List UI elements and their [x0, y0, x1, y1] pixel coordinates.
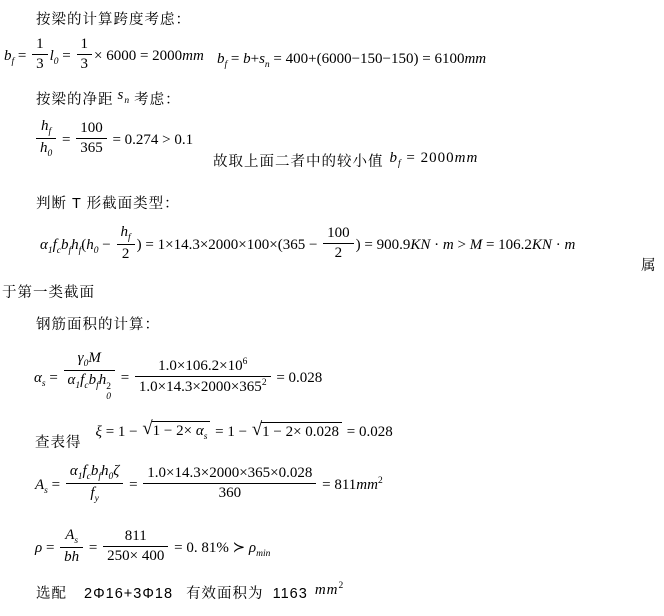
math-sub: c	[86, 472, 91, 482]
formula-as	[35, 465, 383, 506]
math-t: 1 − 2× 0.028	[262, 424, 340, 440]
math-t: × 6000 = 2000	[94, 47, 183, 64]
line-selected-rebar	[36, 582, 344, 603]
radical-icon: √	[142, 418, 153, 439]
math-sub: 0	[108, 472, 114, 482]
math-t: ) = 900.9	[355, 236, 411, 253]
math-i: h	[71, 549, 80, 565]
math-t: =	[85, 539, 102, 556]
math-i: f	[80, 372, 85, 388]
math-sub: c	[56, 245, 62, 256]
text-select: 选配	[36, 586, 67, 602]
formula-rho	[35, 529, 270, 568]
heading-clear-spacing	[36, 88, 181, 111]
math-sup: 2	[261, 377, 267, 388]
math-sub: y	[94, 494, 99, 504]
math-sub: f	[224, 60, 228, 70]
math-frac	[117, 224, 135, 263]
math-sup: 2	[338, 581, 345, 591]
math-t: = 811	[318, 476, 357, 493]
heading-rebar-area: 钢筋面积的计算：	[36, 317, 160, 333]
formula-t-section-check	[40, 226, 575, 265]
text-area-value: 1163	[272, 586, 308, 602]
math-i: α	[67, 372, 76, 388]
formula-mm2-unit	[315, 581, 344, 599]
math-t: (	[81, 236, 87, 253]
math-i: h	[120, 224, 129, 240]
math-sub: f	[68, 245, 72, 256]
math-t: >	[453, 236, 470, 253]
math-i: h	[71, 236, 79, 253]
math-i: h	[101, 463, 109, 479]
math-frac	[143, 465, 316, 502]
math-t: = 400+(6000−150−150) = 6100	[269, 51, 465, 67]
math-i: KN	[531, 236, 552, 253]
math-i: b	[64, 549, 72, 565]
math-i: b	[243, 51, 251, 67]
note-take-smaller-text: 故取上面二者中的较小值	[213, 154, 384, 170]
heading-clear-spacing-pre: 按梁的净距	[36, 92, 114, 108]
math-frac	[64, 350, 115, 403]
math-t: =	[42, 539, 59, 556]
math-t: = 1 −	[101, 423, 142, 440]
math-t: ·	[551, 236, 565, 253]
math-sqrt	[251, 419, 342, 441]
math-i: α	[34, 369, 42, 386]
row-xi-lookup	[35, 418, 393, 452]
math-i: b	[88, 372, 97, 388]
math-t: = 0.028	[272, 369, 323, 386]
math-i: A	[35, 476, 45, 493]
math-i: m	[442, 236, 454, 253]
formula-bf-third-span	[4, 38, 204, 75]
math-t: =	[125, 476, 142, 493]
math-sub: n	[264, 60, 270, 70]
math-sup: 6	[242, 356, 248, 367]
math-t: = 0. 81% ≻	[170, 539, 249, 556]
math-t: −	[98, 236, 115, 253]
math-sup: 2	[377, 475, 383, 486]
text-effective-area: 有效面积为	[186, 586, 264, 602]
math-i: γ	[77, 350, 84, 366]
math-t: =	[227, 51, 244, 67]
math-t: 360	[218, 485, 242, 501]
math-i: m	[564, 236, 576, 253]
math-i: l	[49, 47, 54, 64]
math-t: ) = 1×14.3×2000×100×(365 −	[136, 236, 322, 253]
math-i: mm	[356, 476, 378, 493]
formula-sn-inline	[118, 87, 131, 106]
math-sub: f	[98, 472, 101, 482]
math-i: mm	[464, 51, 487, 67]
math-i: h	[40, 140, 48, 156]
math-i: ρ	[248, 539, 257, 556]
math-i: s	[259, 51, 265, 67]
math-sub: s	[203, 432, 208, 442]
math-i: f	[52, 236, 57, 253]
math-sqrt	[142, 418, 210, 442]
math-t: 3	[36, 56, 44, 72]
math-i: KN	[410, 236, 431, 253]
math-t: 2	[121, 246, 130, 262]
formula-alpha-s	[34, 352, 322, 405]
math-i: h	[86, 236, 94, 253]
math-i: mm	[314, 582, 339, 598]
math-t: 811	[124, 528, 147, 544]
math-frac	[323, 225, 354, 262]
heading-t-section-type: 判断 T 形截面类型：	[36, 196, 180, 212]
math-sub: 0	[47, 149, 53, 159]
math-sub: 0	[53, 56, 59, 67]
math-t: 1	[80, 36, 88, 52]
math-i: M	[469, 236, 483, 253]
math-i: mm	[454, 150, 479, 166]
math-sub: 1	[47, 245, 53, 256]
math-t: = 0.274 > 0.1	[108, 131, 194, 148]
math-sub: s	[41, 378, 46, 389]
math-t: =	[116, 369, 133, 386]
math-t: 3	[80, 56, 88, 72]
note-take-smaller	[213, 150, 478, 173]
math-sub: 0	[83, 359, 89, 369]
math-sub: f	[48, 127, 52, 137]
math-t: = 1 −	[211, 423, 251, 440]
formula-xi	[95, 418, 393, 443]
math-t: ·	[430, 236, 443, 253]
math-sub: f	[78, 245, 82, 256]
math-t: +	[250, 51, 260, 67]
math-i: b	[61, 236, 69, 253]
text-first-type-section: 于第一类截面	[2, 285, 95, 301]
math-i: f	[90, 485, 95, 501]
math-t: =	[45, 369, 62, 386]
math-i: b	[217, 51, 225, 67]
math-sub: 1	[75, 381, 81, 391]
math-t: =	[14, 47, 31, 64]
math-t: 1.0×106.2×10	[158, 357, 243, 374]
math-i: α	[195, 423, 204, 439]
math-sub: 0	[93, 245, 99, 256]
math-sub: min	[256, 548, 271, 559]
math-i: ζ	[113, 463, 120, 479]
math-frac	[76, 120, 107, 157]
math-sub: s	[74, 536, 79, 546]
math-frac	[32, 36, 48, 73]
math-t: = 0.028	[343, 423, 393, 440]
math-sub: f	[128, 233, 131, 243]
formula-bf-clear-distance	[217, 51, 486, 70]
math-t: 100	[327, 225, 350, 241]
math-t: = 106.2	[482, 236, 532, 253]
math-t: 1	[36, 36, 44, 52]
math-sub: f	[398, 159, 402, 169]
math-sub: c	[84, 381, 89, 391]
math-ss: 2 0	[106, 382, 111, 402]
formula-hf-h0-ratio	[34, 120, 193, 161]
heading-clear-spacing-post: 考虑：	[134, 92, 181, 108]
math-t: 2	[334, 245, 343, 261]
math-sub: f	[11, 56, 15, 67]
math-sub: n	[124, 96, 131, 106]
math-sub: 1	[77, 472, 83, 482]
math-i: ξ	[95, 423, 102, 440]
math-i: h	[41, 118, 49, 134]
math-t: 1.0×14.3×2000×365×0.028	[147, 465, 313, 481]
math-t: =	[58, 47, 75, 64]
math-frac	[135, 357, 271, 396]
text-belongs: 属	[641, 258, 657, 274]
math-frac	[66, 463, 123, 504]
math-t: =	[47, 476, 64, 493]
math-frac	[77, 36, 93, 73]
radical-icon: √	[251, 419, 263, 440]
math-frac	[103, 528, 168, 565]
math-i: f	[82, 463, 87, 479]
formula-bf-2000-inline	[390, 150, 479, 169]
math-t: = 2000	[401, 150, 455, 166]
math-i: h	[98, 372, 107, 388]
math-i: ρ	[35, 539, 43, 556]
math-frac	[60, 527, 83, 566]
math-t: 250× 400	[107, 548, 165, 564]
math-i: b	[4, 47, 12, 64]
math-sub: s	[44, 485, 48, 496]
math-frac	[36, 118, 56, 159]
math-t: 1 − 2×	[152, 423, 196, 439]
math-i: M	[88, 350, 101, 366]
math-t: =	[58, 131, 75, 148]
text-rebar-spec: 2Φ16+3Φ18	[84, 586, 174, 602]
math-i: mm	[182, 47, 204, 64]
math-t: 1.0×14.3×2000×365	[138, 378, 262, 395]
text-lookup-table: 查表得	[35, 435, 82, 451]
math-t: 365	[80, 140, 103, 156]
math-i: A	[65, 527, 75, 543]
math-t: 100	[80, 120, 103, 136]
math-i: α	[69, 463, 78, 479]
math-sub: f	[96, 381, 99, 391]
math-i: s	[117, 87, 125, 103]
heading-span-consideration: 按梁的计算跨度考虑：	[36, 12, 191, 28]
math-i: α	[40, 236, 48, 253]
math-i: b	[389, 150, 398, 166]
math-i: b	[90, 463, 99, 479]
